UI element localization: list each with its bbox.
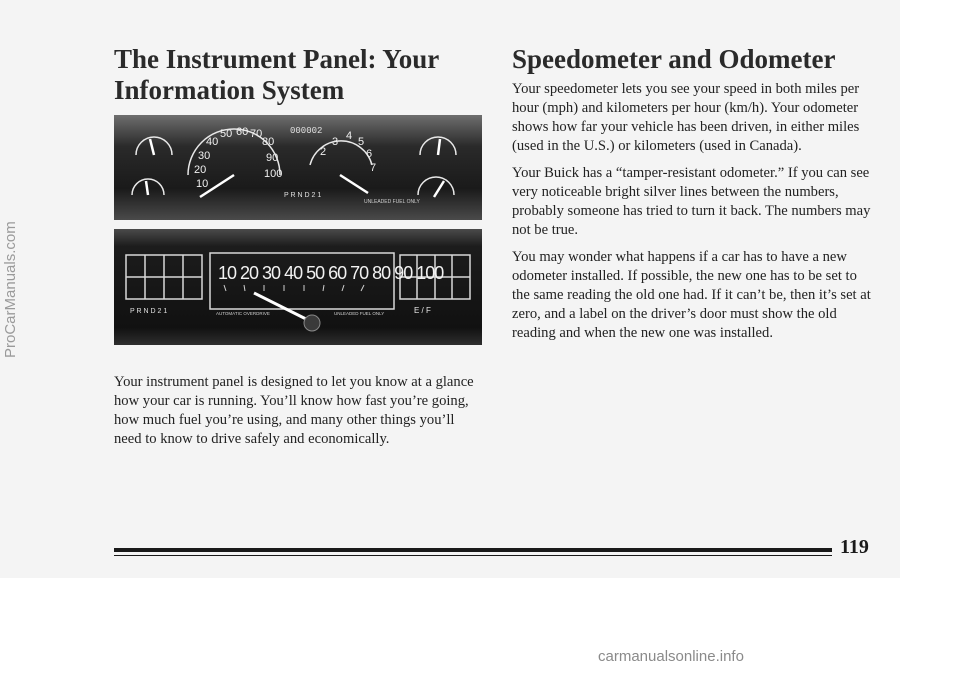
speed-tick-100: 100 <box>264 168 283 180</box>
footer-rule-thin <box>114 555 832 556</box>
digital-gear-indicator: P R N D 2 1 <box>130 308 168 315</box>
analog-odometer: 000002 <box>290 126 323 136</box>
digital-cluster-image <box>114 229 482 345</box>
speed-tick-90: 90 <box>266 152 279 164</box>
instrument-panel-heading: The Instrument Panel: Your Information System <box>114 44 439 105</box>
analog-cluster-image <box>114 115 482 220</box>
footer-rule-thick <box>114 548 832 552</box>
speed-tick-40: 40 <box>206 136 219 148</box>
tach-tick-6: 6 <box>366 148 373 160</box>
speed-tick-50: 50 <box>220 128 233 140</box>
analog-cluster-drawing <box>114 115 482 220</box>
analog-gear-indicator: P R N D 2 1 <box>284 192 322 199</box>
speedometer-text <box>512 80 877 351</box>
speed-tick-30: 30 <box>198 150 211 162</box>
analog-fuel-note: UNLEADED FUEL ONLY <box>364 199 420 205</box>
digital-trans-label: AUTOMATIC OVERDRIVE <box>216 311 270 316</box>
speedometer-heading: Speedometer and Odometer <box>512 44 836 74</box>
footer-watermark: carmanualsonline.info <box>598 648 744 665</box>
speedometer-paragraph-2: Your Buick has a “tamper-resistant odometer.” If you can see very noticeable bright silver lines between the numbers, probably someone has tried to turn it back. The numbers may not be true. <box>512 165 871 238</box>
digital-needle <box>254 293 310 321</box>
tach-tick-7: 7 <box>370 162 377 174</box>
tach-tick-3: 3 <box>332 136 339 148</box>
digital-cluster-drawing <box>114 229 482 345</box>
digital-speed-scale: 10 20 30 40 50 60 70 80 90 100 <box>218 263 444 283</box>
instrument-panel-text: Your instrument panel is designed to let you know at a glance how your car is running. You’ll know how fast you’re going, how much fuel you’re using, and many other things you’ll need to know to drive safely and economically. <box>114 374 474 447</box>
digital-fuel-gauge: E / F <box>414 306 431 315</box>
speed-tick-80: 80 <box>262 136 275 148</box>
page-number: 119 <box>840 536 869 558</box>
speed-tick-60: 60 <box>236 126 249 138</box>
speed-tick-70: 70 <box>250 128 263 140</box>
digital-fuel-note: UNLEADED FUEL ONLY <box>334 311 385 316</box>
tach-tick-5: 5 <box>358 136 365 148</box>
side-watermark: ProCarManuals.com <box>2 221 19 359</box>
speedometer-paragraph-1: Your speedometer lets you see your speed in both miles per hour (mph) and kilometers per hour (km/h). Your odometer shows how far your vehicle has been driven, in either miles (used in the U.S.) or kilometers (used in Canada). <box>512 81 860 154</box>
tach-tick-2: 2 <box>320 146 327 158</box>
speedometer-paragraph-3: You may wonder what happens if a car has to have a new odometer installed. If possible, the new one has to be set to the same reading the old one had. If it can’t be, then it’s set at zero, and a label on the driver’s door must show the old reading and when the new one was installed. <box>512 249 871 341</box>
speed-tick-20: 20 <box>194 164 207 176</box>
speed-tick-10: 10 <box>196 178 209 190</box>
tach-tick-4: 4 <box>346 130 353 142</box>
